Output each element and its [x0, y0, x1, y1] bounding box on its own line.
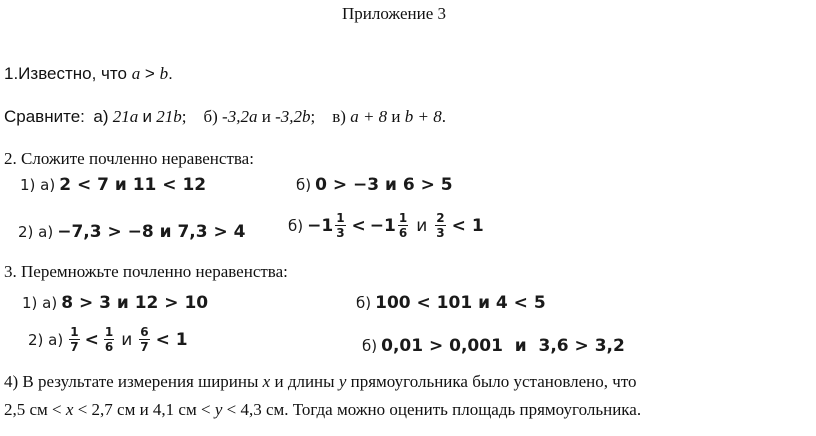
task3-r1b-expr: 100 < 101 и 4 < 5 — [375, 293, 546, 313]
num: 2 — [436, 211, 445, 225]
task3-row1a — [22, 293, 208, 313]
task3-r1a-label: 1) а) — [22, 294, 58, 312]
task2-row1b — [296, 175, 453, 195]
task3-row2b — [362, 336, 625, 356]
end-expr: < 1 — [155, 329, 188, 350]
task1-prefix: 1.Известно, что — [4, 64, 132, 83]
page-title: Приложение 3 — [342, 4, 446, 23]
and-a: и — [142, 107, 152, 126]
mixed-number-1 — [307, 212, 347, 239]
task3-row1b — [356, 293, 546, 313]
fraction-1-6 — [104, 326, 114, 353]
part-b-label: б) — [203, 107, 218, 126]
task4-line2 — [4, 400, 641, 420]
and-b: и — [261, 107, 271, 126]
task2-row2b — [288, 212, 484, 239]
fraction-6-7 — [139, 326, 149, 353]
task3-r2b-label: б) — [362, 337, 378, 355]
and-c: и — [391, 107, 401, 126]
lt-sign: < — [84, 329, 99, 350]
num: 1 — [398, 211, 408, 225]
task1-compare — [4, 107, 446, 127]
semi-a: ; — [181, 107, 187, 126]
task2-r2b-label: б) — [288, 216, 304, 235]
task3-r1b-label: б) — [356, 294, 372, 312]
compare-label: Сравните: — [4, 107, 85, 126]
task4-l2-c: < 4,3 см. Тогда можно оценить площадь прямоугольника. — [222, 400, 642, 419]
mixed-number-2 — [370, 212, 410, 239]
neg1: −1 — [307, 215, 334, 236]
part-a-label: а) — [93, 107, 109, 126]
task3-heading: 3. Перемножьте почленно неравенства: — [4, 262, 288, 281]
end-c: . — [441, 107, 447, 126]
and-word: и — [121, 329, 133, 350]
task2-r2a-expr: −7,3 > −8 и 7,3 > 4 — [57, 222, 246, 242]
num: 6 — [140, 325, 149, 339]
den: 3 — [336, 226, 345, 240]
part-a-left: 21a — [112, 107, 139, 126]
fraction-1-3 — [335, 212, 345, 239]
task2-r1a-label: 1) а) — [20, 176, 56, 194]
fraction-2-3 — [435, 212, 445, 239]
task3-r2a-label: 2) а) — [28, 330, 64, 349]
task2-row2a — [18, 222, 246, 242]
task2-r1b-expr: 0 > −3 и 6 > 5 — [315, 175, 453, 195]
and-word: и — [416, 215, 428, 236]
cond-op: > — [140, 64, 160, 83]
num: 1 — [70, 325, 79, 339]
cond-a: a — [131, 64, 141, 83]
end-expr: < 1 — [451, 215, 484, 236]
part-c-label: в) — [332, 107, 346, 126]
part-c-right: b + 8 — [404, 107, 442, 126]
den: 7 — [140, 340, 149, 354]
part-b-right: -3,2b — [275, 107, 311, 126]
den: 6 — [398, 226, 408, 240]
task4-l2-b: < 2,7 см и 4,1 см < — [73, 400, 215, 419]
task4-l2-a: 2,5 см < — [4, 400, 66, 419]
num: 1 — [336, 211, 345, 225]
cond-b: b — [159, 64, 169, 83]
task2-row1a — [20, 175, 206, 195]
var-y: y — [338, 372, 347, 391]
fraction-1-6 — [398, 212, 408, 239]
task4-l1-mid: и длины — [270, 372, 339, 391]
den: 6 — [104, 340, 114, 354]
part-a-right: 21b — [156, 107, 182, 126]
task4-line1 — [4, 372, 637, 392]
fraction-1-7 — [69, 326, 79, 353]
task1-condition — [4, 64, 173, 84]
neg2: −1 — [369, 215, 396, 236]
var-x: x — [262, 372, 271, 391]
task4-l1-post: прямоугольника было установлено, что — [346, 372, 637, 391]
task2-r1a-expr: 2 < 7 и 11 < 12 — [59, 175, 207, 195]
semi-b: ; — [310, 107, 316, 126]
lt-sign: < — [351, 215, 366, 236]
var-y-2: y — [214, 400, 223, 419]
task3-r2b-expr: 0,01 > 0,001 и 3,6 > 3,2 — [381, 336, 625, 356]
den: 7 — [70, 340, 79, 354]
task2-r2a-label: 2) а) — [18, 223, 54, 241]
part-b-left: -3,2a — [222, 107, 258, 126]
den: 3 — [436, 226, 445, 240]
num: 1 — [104, 325, 114, 339]
task2-heading: 2. Сложите почленно неравенства: — [4, 149, 254, 168]
part-c-left: a + 8 — [350, 107, 388, 126]
cond-end: . — [168, 64, 173, 83]
var-x-2: x — [65, 400, 74, 419]
task2-r1b-label: б) — [296, 176, 312, 194]
task4-l1-pre: 4) В результате измерения ширины — [4, 372, 263, 391]
task3-row2a — [28, 326, 188, 353]
task3-r1a-expr: 8 > 3 и 12 > 10 — [61, 293, 209, 313]
